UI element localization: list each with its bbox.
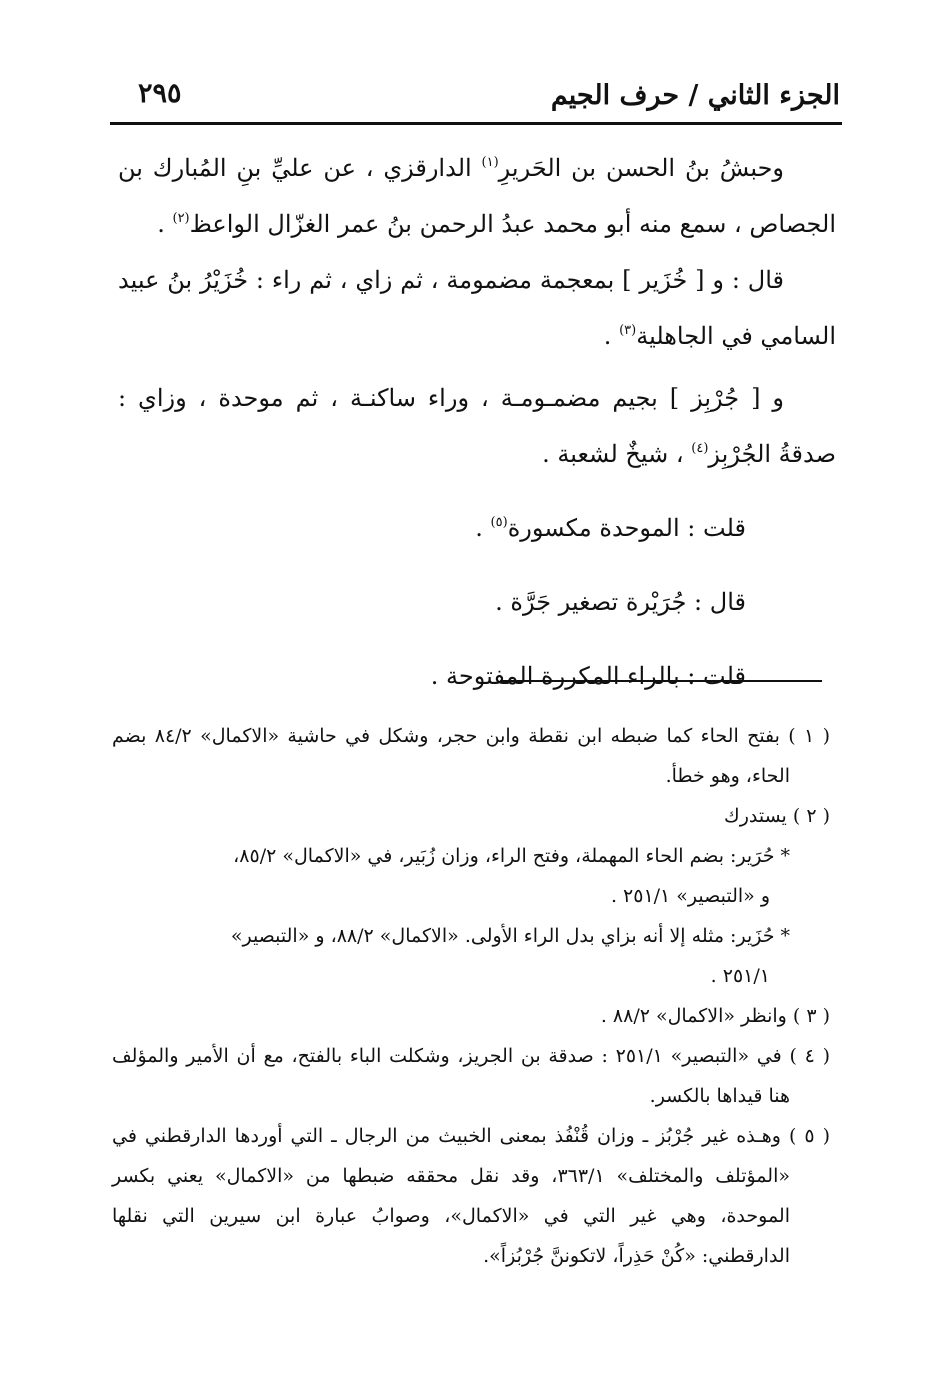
footnotes	[112, 716, 830, 1276]
footnote-ref-4[interactable]: (٤)	[691, 441, 709, 456]
footnote-1: ( ١ ) بفتح الحاء كما ضبطه ابن نقطة وابن حجر، وشكل في حاشية «الاكمال» ٨٤/٢ بضم الحاء، وهو خطأ.	[112, 725, 831, 787]
paragraph-khuzayr: قال : و [ خُزَير ] بمعجمة مضمومة ، ثم زاي ، ثم راء : خُزَيْرُ بنُ عبيد السامي في الجاهلية$^{(٣)}$ .	[118, 266, 836, 350]
footnote-4: ( ٤ ) في «التبصير» ٢٥١/١ : صدقة بن الجريز، وشكلت الباء بالفتح، مع أن الأمير والمؤلف هنا قيداها بالكسر.	[112, 1045, 830, 1107]
footnote-2-item-1: * حُرَير: بضم الحاء المهملة، وفتح الراء، وزان زُبَير، في «الاكمال» ٨٥/٢،	[233, 845, 790, 867]
footnote-ref-5[interactable]: (٥)	[490, 515, 508, 530]
footnote-2-head: ( ٢ ) يستدرك	[724, 805, 830, 827]
note-muwahhada: قلت : الموحدة مكسورة$^{(٥)}$ .	[475, 514, 746, 542]
note-jurayra: قال : جُرَيْرة تصغير جَرَّة .	[495, 588, 746, 616]
footnote-ref-3[interactable]: (٣)	[619, 323, 637, 338]
footnote-5: ( ٥ ) وهـذه غير جُرْبُز ـ وزان قُنْفُذ بمعنى الخبيث من الرجال ـ التي أوردها الدارقطني في «المؤتلف والمختلف» ٣٦٣/١، وقد نقل محققه ضبطها من «الاكمال» يعني بكسر الموحدة، وهي غير التي في «الاكمال»، وصوابُ عبارة ابن سيرين التي نقلها الدارقطني: «كُنْ حَذِراً، لاتكوننَّ جُرْبُزاً».	[112, 1125, 831, 1267]
footnote-ref-2[interactable]: (٢)	[172, 211, 190, 226]
main-text	[118, 140, 836, 704]
running-title: الجزء الثاني / حرف الجيم	[550, 80, 840, 111]
paragraph-jurbiz: و [ جُرْبِز ] بجيم مضمـومـة ، وراء ساكنـة ، ثم موحدة ، وزاي : صدقةُ الجُرْبِز$^{(٤)}$ ، شيخٌ لشعبة .	[118, 384, 836, 468]
footnote-ref-1[interactable]: (١)	[481, 155, 499, 170]
page-number: ٢٩٥	[138, 78, 182, 109]
footnote-3: ( ٣ ) وانظر «الاكمال» ٨٨/٢ .	[600, 1005, 830, 1027]
header-rule	[110, 122, 842, 125]
running-header	[110, 76, 840, 122]
footnote-2-item-2-cont: ٢٥١/١ .	[710, 965, 770, 987]
paragraph-habash: وحبشُ بنُ الحسن بن الحَريرِ$^{(١)}$ الدارقزي ، عن عليِّ بنِ المُبارك بن الجصاص ، سمع منه أبو محمد عبدُ الرحمن بنُ عمر الغزّال الواعظ$^{(٢)}$ .	[118, 154, 836, 238]
note-raa: قلت : بالراء المكررة المفتوحة .	[430, 662, 746, 690]
footnote-2-item-1-cont: و «التبصير» ٢٥١/١ .	[610, 885, 770, 907]
footnote-2-item-2: * حُزَير: مثله إلا أنه بزاي بدل الراء الأولى. «الاكمال» ٨٨/٢، و «التبصير»	[230, 925, 790, 947]
footnote-separator	[500, 680, 822, 682]
